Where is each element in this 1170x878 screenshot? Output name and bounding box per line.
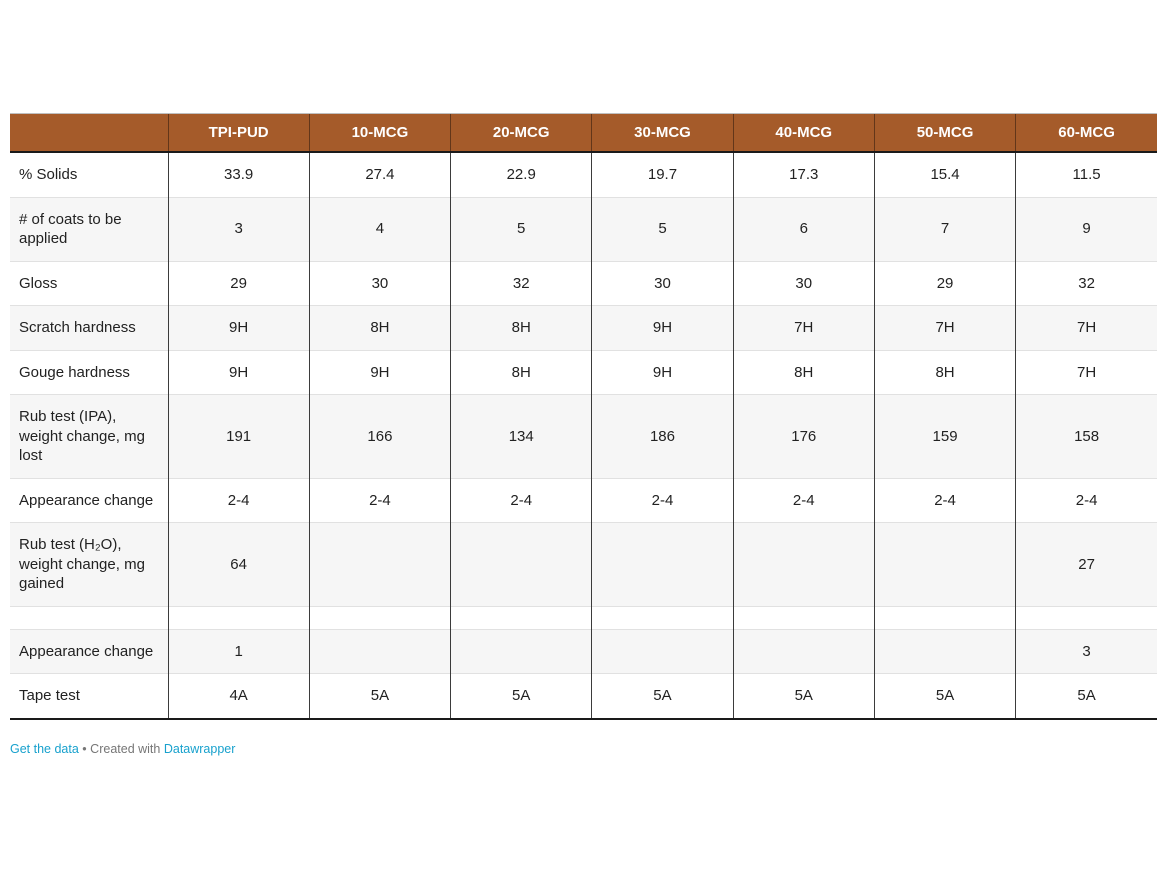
get-the-data-link[interactable]: Get the data <box>10 741 79 756</box>
column-header-blank <box>10 114 168 153</box>
cell <box>592 629 733 674</box>
header-row <box>10 114 1157 153</box>
cell: 5A <box>1016 674 1157 719</box>
row-label: Rub test (IPA), weight change, mg lost <box>10 395 168 479</box>
data-table <box>10 113 1157 720</box>
table-row <box>10 261 1157 306</box>
cell <box>309 606 450 629</box>
row-label: Scratch hardness <box>10 306 168 351</box>
data-table-container <box>10 113 1157 720</box>
row-label: % Solids <box>19 166 78 183</box>
cell: 186 <box>592 395 733 479</box>
cell: 22.9 <box>451 152 592 197</box>
cell: 158 <box>1016 395 1157 479</box>
cell: 9H <box>168 350 309 395</box>
cell <box>451 523 592 607</box>
cell <box>592 523 733 607</box>
cell: 17.3 <box>733 152 874 197</box>
cell: 8H <box>874 350 1015 395</box>
table-body <box>10 152 1157 719</box>
column-header: 50-MCG <box>874 114 1015 153</box>
cell <box>309 629 450 674</box>
cell: 19.7 <box>592 152 733 197</box>
cell: 27 <box>1016 523 1157 607</box>
column-header: 30-MCG <box>592 114 733 153</box>
cell <box>1016 606 1157 629</box>
cell: 5 <box>592 197 733 261</box>
cell: 2-4 <box>874 478 1015 523</box>
cell: 30 <box>309 261 450 306</box>
cell: 2-4 <box>168 478 309 523</box>
datawrapper-link[interactable]: Datawrapper <box>163 741 236 756</box>
row-label: Appearance change <box>10 478 168 523</box>
cell: 27.4 <box>309 152 450 197</box>
cell: 2-4 <box>1016 478 1157 523</box>
column-header: TPI-PUD <box>168 114 309 153</box>
cell <box>309 523 450 607</box>
cell: 6 <box>733 197 874 261</box>
cell: 32 <box>451 261 592 306</box>
cell: 8H <box>451 350 592 395</box>
cell <box>733 629 874 674</box>
cell: 1 <box>168 629 309 674</box>
cell: 7 <box>874 197 1015 261</box>
cell <box>733 606 874 629</box>
footer-separator: • <box>82 741 87 756</box>
cell: 5 <box>451 197 592 261</box>
cell: 33.9 <box>168 152 309 197</box>
cell <box>733 523 874 607</box>
cell: 8H <box>309 306 450 351</box>
table-row <box>10 152 1157 197</box>
cell: 30 <box>592 261 733 306</box>
table-row <box>10 523 1157 607</box>
cell: 3 <box>168 197 309 261</box>
cell <box>592 606 733 629</box>
table-row <box>10 478 1157 523</box>
cell: 3 <box>1016 629 1157 674</box>
table-row <box>10 306 1157 351</box>
cell: 9H <box>592 306 733 351</box>
cell: 166 <box>309 395 450 479</box>
datawrapper-footer <box>10 742 1170 756</box>
cell <box>874 629 1015 674</box>
cell: 9H <box>309 350 450 395</box>
row-label: # of coats to be applied <box>10 197 168 261</box>
cell: 7H <box>1016 350 1157 395</box>
cell: 64 <box>168 523 309 607</box>
created-with-text: Created with <box>90 741 161 756</box>
cell: 176 <box>733 395 874 479</box>
cell: 134 <box>451 395 592 479</box>
cell: 9H <box>168 306 309 351</box>
table-row <box>10 350 1157 395</box>
cell: 159 <box>874 395 1015 479</box>
cell: 5A <box>733 674 874 719</box>
cell: 5A <box>592 674 733 719</box>
cell <box>451 606 592 629</box>
cell <box>168 606 309 629</box>
cell <box>451 629 592 674</box>
cell: 4 <box>309 197 450 261</box>
row-label <box>10 606 168 629</box>
cell <box>874 606 1015 629</box>
cell: 191 <box>168 395 309 479</box>
row-label: Rub test (H₂O), weight change, mg gained <box>10 523 168 607</box>
cell: 4A <box>168 674 309 719</box>
cell: 2-4 <box>592 478 733 523</box>
cell: 2-4 <box>309 478 450 523</box>
cell: 7H <box>733 306 874 351</box>
cell: 8H <box>733 350 874 395</box>
row-label: Tape test <box>10 674 168 719</box>
cell: 7H <box>874 306 1015 351</box>
row-label: Gouge hardness <box>10 350 168 395</box>
table-row <box>10 629 1157 674</box>
table-row <box>10 674 1157 719</box>
column-header: 60-MCG <box>1016 114 1157 153</box>
cell: 5A <box>309 674 450 719</box>
cell: 30 <box>733 261 874 306</box>
cell: 29 <box>874 261 1015 306</box>
cell: 2-4 <box>733 478 874 523</box>
table-row <box>10 395 1157 479</box>
cell: 15.4 <box>874 152 1015 197</box>
column-header: 10-MCG <box>309 114 450 153</box>
cell: 5A <box>451 674 592 719</box>
cell: 11.5 <box>1016 152 1157 197</box>
column-header: 40-MCG <box>733 114 874 153</box>
cell: 5A <box>874 674 1015 719</box>
cell: 9H <box>592 350 733 395</box>
row-label: Gloss <box>10 261 168 306</box>
table-row <box>10 197 1157 261</box>
cell: 32 <box>1016 261 1157 306</box>
cell: 2-4 <box>451 478 592 523</box>
cell: 7H <box>1016 306 1157 351</box>
column-header: 20-MCG <box>451 114 592 153</box>
table-header <box>10 114 1157 153</box>
cell: 8H <box>451 306 592 351</box>
cell: 29 <box>168 261 309 306</box>
row-label: Appearance change <box>10 629 168 674</box>
cell <box>874 523 1015 607</box>
table-row <box>10 606 1157 629</box>
cell: 9 <box>1016 197 1157 261</box>
